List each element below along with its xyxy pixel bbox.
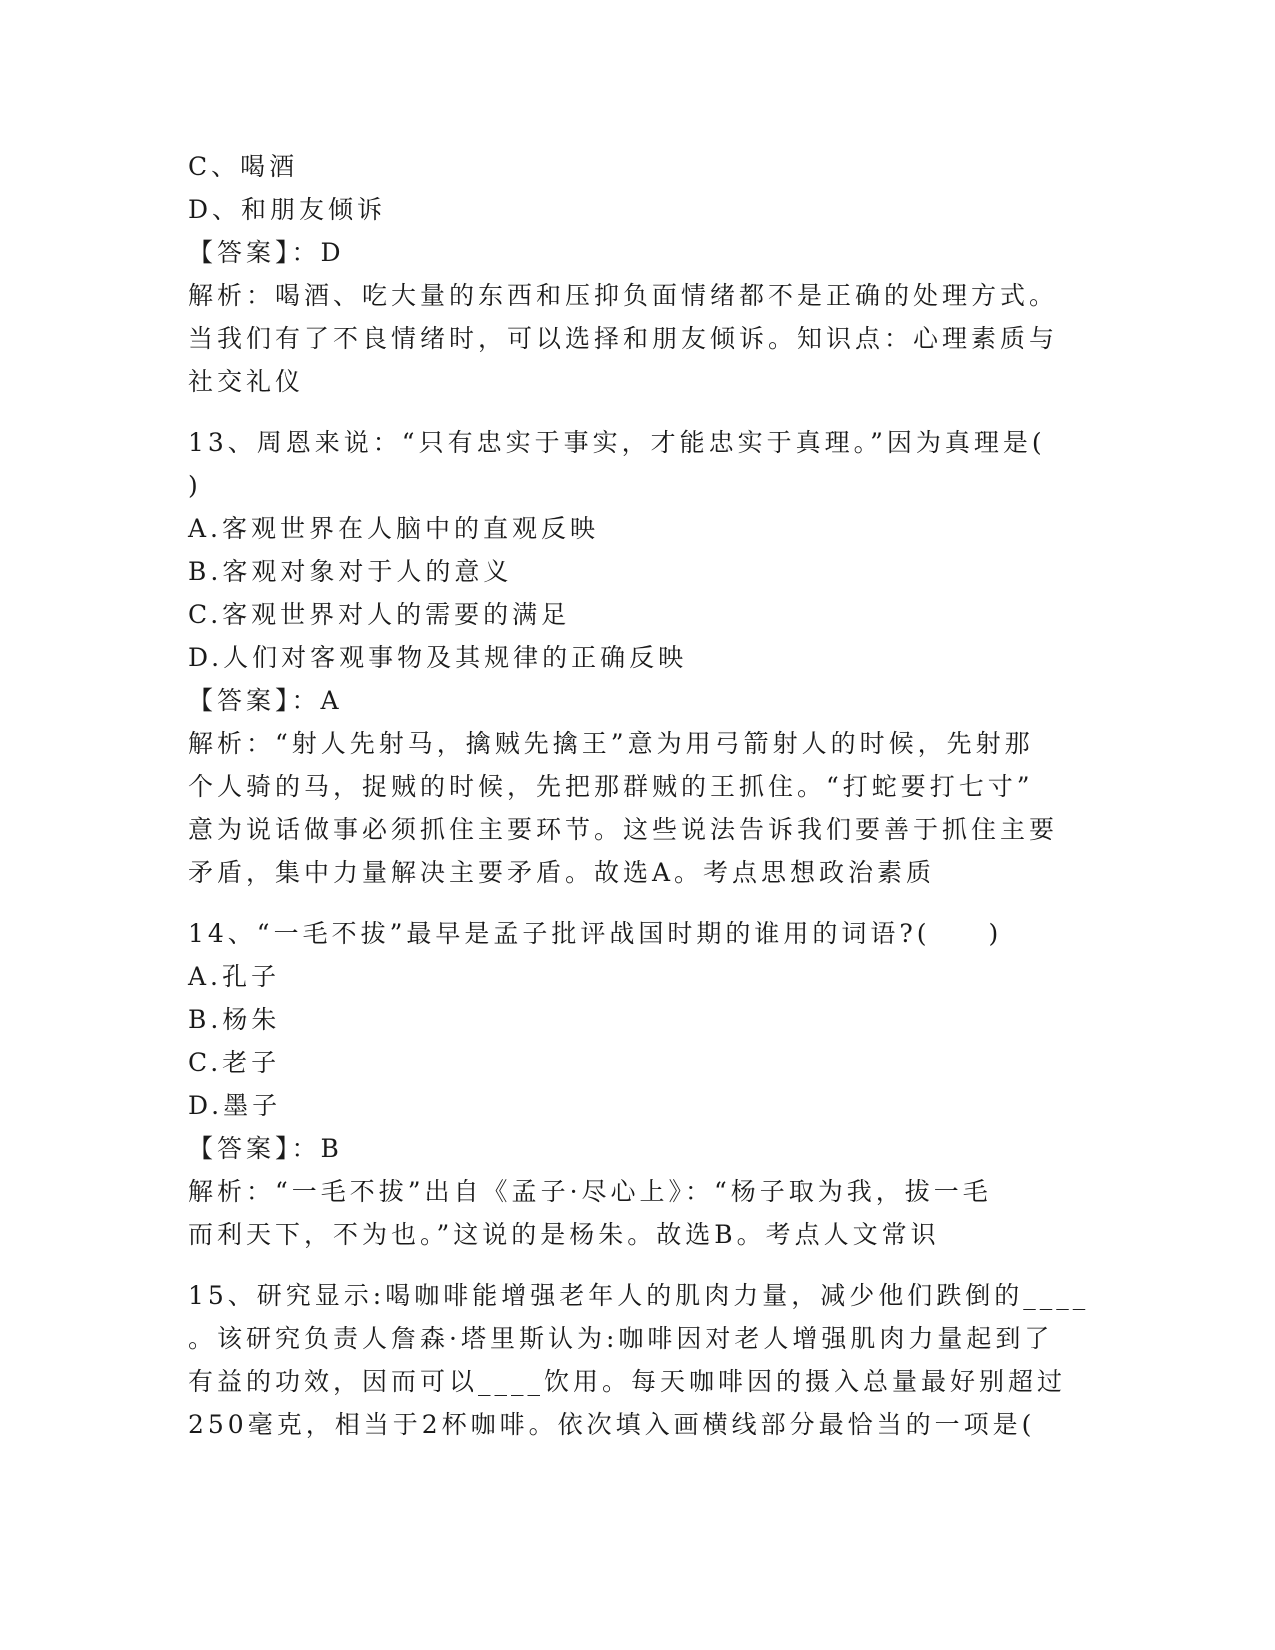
question-block-13 xyxy=(188,421,1088,894)
option-b: B.杨朱 xyxy=(188,1005,281,1034)
option-d: D、和朋友倾诉 xyxy=(188,195,387,224)
question-block-12 xyxy=(188,145,1088,403)
analysis-line: 当我们有了不良情绪时，可以选择和朋友倾诉。知识点：心理素质与 xyxy=(188,324,1059,353)
question-text: ) xyxy=(188,471,202,500)
question-text: 13、周恩来说：“只有忠实于事实，才能忠实于真理。”因为真理是( xyxy=(188,428,1046,457)
option-a: A.客观世界在人脑中的直观反映 xyxy=(188,514,600,543)
question-block-14 xyxy=(188,912,1088,1256)
option-d: D.墨子 xyxy=(188,1091,282,1120)
question-text: 250毫克，相当于2杯咖啡。依次填入画横线部分最恰当的一项是( xyxy=(188,1410,1036,1439)
analysis-line: 解析：“一毛不拔”出自《孟子·尽心上》：“杨子取为我，拔一毛 xyxy=(188,1177,992,1206)
analysis-line: 而利天下，不为也。”这说的是杨朱。故选B。考点人文常识 xyxy=(188,1220,940,1249)
analysis-line: 解析：喝酒、吃大量的东西和压抑负面情绪都不是正确的处理方式。 xyxy=(188,281,1059,310)
document-content xyxy=(188,145,1088,1446)
question-text: 有益的功效，因而可以____饮用。每天咖啡因的摄入总量最好别超过 xyxy=(188,1367,1067,1396)
option-c: C.客观世界对人的需要的满足 xyxy=(188,600,571,629)
analysis-line: 解析：“射人先射马，擒贼先擒王”意为用弓箭射人的时候，先射那 xyxy=(188,729,1034,758)
question-text: 。该研究负责人詹森·塔里斯认为:咖啡因对老人增强肌肉力量起到了 xyxy=(188,1324,1054,1353)
option-c: C、喝酒 xyxy=(188,152,299,181)
answer-line: 【答案】：B xyxy=(188,1134,343,1163)
analysis-line: 意为说话做事必须抓住主要环节。这些说法告诉我们要善于抓住主要 xyxy=(188,815,1059,844)
answer-line: 【答案】：A xyxy=(188,686,343,715)
question-text: 15、研究显示:喝咖啡能增强老年人的肌肉力量，减少他们跌倒的____ xyxy=(188,1281,1090,1310)
option-c: C.老子 xyxy=(188,1048,281,1077)
analysis-line: 矛盾，集中力量解决主要矛盾。故选A。考点思想政治素质 xyxy=(188,858,936,887)
analysis-line: 个人骑的马，捉贼的时候，先把那群贼的王抓住。“打蛇要打七寸” xyxy=(188,772,1034,801)
option-d: D.人们对客观事物及其规律的正确反映 xyxy=(188,643,688,672)
answer-line: 【答案】：D xyxy=(188,238,345,267)
analysis-line: 社交礼仪 xyxy=(188,367,305,396)
question-block-15 xyxy=(188,1274,1088,1446)
question-text: 14、“一毛不拔”最早是孟子批评战国时期的谁用的词语?( ) xyxy=(188,919,1003,948)
option-b: B.客观对象对于人的意义 xyxy=(188,557,513,586)
option-a: A.孔子 xyxy=(188,962,281,991)
